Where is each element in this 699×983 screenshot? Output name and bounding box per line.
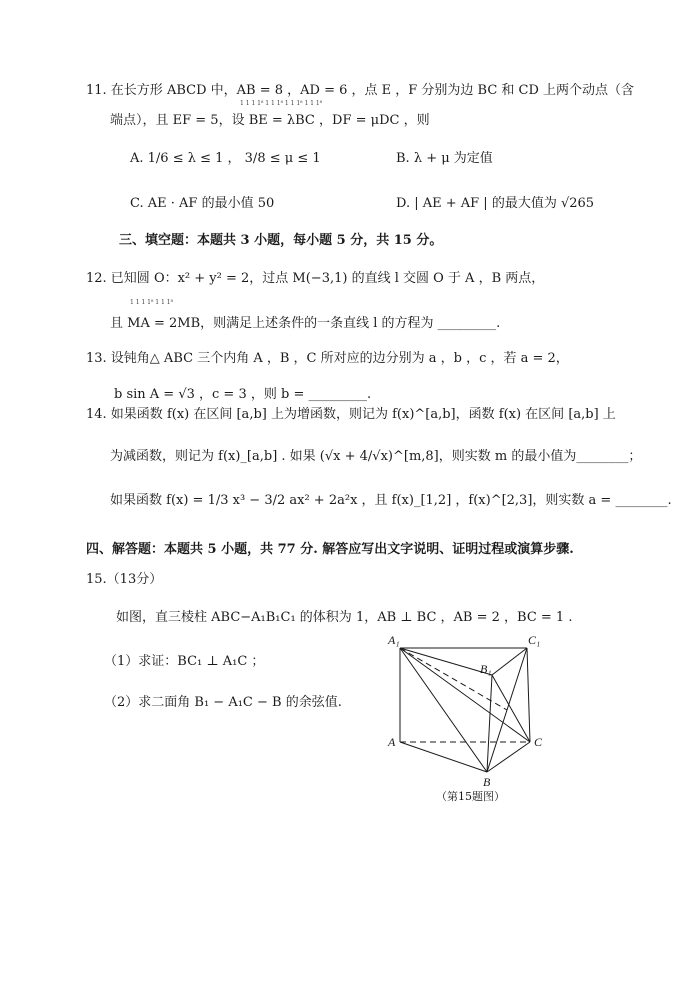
- label-a: A: [388, 735, 396, 749]
- q11-option-c: C. AE · AF 的最小值 50: [130, 196, 275, 211]
- label-c1: C₁: [528, 633, 541, 647]
- q15-header: 15.（13分）: [86, 572, 163, 587]
- diag-b1-c: [492, 675, 530, 742]
- prism-figure: [372, 630, 557, 810]
- q13-line1: 13. 设钝角△ ABC 三个内角 A ，B ，C 所对应的边分别为 a ，b ，c ，若 a = 2，: [86, 351, 569, 366]
- q15-part2: （2）求二面角 B₁ − A₁C − B 的余弦值.: [104, 695, 342, 710]
- ocr-artifact-q11: 1 1 1 1⁸ 1 1 1⁸ 1 1 1⁸ 1 1 1⁸: [240, 100, 323, 107]
- q11-line1: 11. 在长方形 ABCD 中，AB = 8 ，AD = 6 ，点 E ，F 分别为边 BC 和 CD 上两个动点（含: [86, 83, 635, 98]
- section-3-heading: 三、填空题：本题共 3 小题，每小题 5 分，共 15 分。: [119, 233, 443, 248]
- edge-a-b: [400, 742, 487, 772]
- q12-line2: 且 MA = 2MB，则满足上述条件的一条直线 l 的方程为 _________.: [110, 316, 501, 331]
- q11-line2: 端点），且 EF = 5，设 BE = λBC ，DF = μDC ，则: [110, 113, 430, 128]
- label-b: B: [483, 775, 491, 789]
- edge-b1-c1: [492, 648, 527, 675]
- label-c: C: [534, 735, 543, 749]
- q15-intro: 如图，直三棱柱 ABC−A₁B₁C₁ 的体积为 1，AB ⊥ BC ，AB = 2 ，BC = 1 .: [116, 610, 573, 625]
- q15-part1: （1）求证：BC₁ ⊥ A₁C ；: [104, 654, 265, 669]
- edge-c1-c: [527, 648, 530, 742]
- label-a1: A₁: [388, 633, 400, 647]
- edge-a1-b1: [400, 648, 492, 675]
- edge-b-c: [487, 742, 530, 772]
- figure-caption: （第15题图）: [436, 790, 505, 803]
- diag-a1-c: [400, 648, 530, 742]
- hidden-diag: [400, 648, 507, 710]
- q12-line1: 12. 已知圆 O：x² + y² = 2，过点 M(−3,1) 的直线 l 交圆 O 于 A ，B 两点，: [86, 271, 545, 286]
- q14-line2: 为减函数，则记为 f(x)_[a,b] . 如果 (√x + 4/√x)^[m,8]，则实数 m 的最小值为________；: [110, 449, 642, 464]
- q14-line1: 14. 如果函数 f(x) 在区间 [a,b] 上为增函数，则记为 f(x)^[a,b]，函数 f(x) 在区间 [a,b] 上: [86, 407, 616, 422]
- q11-option-b: B. λ + μ 为定值: [396, 151, 493, 166]
- section-4-heading: 四、解答题：本题共 5 小题，共 77 分. 解答应写出文字说明、证明过程或演算步骤.: [86, 542, 574, 557]
- label-b1: B₁: [480, 662, 492, 676]
- diag-a1-b: [400, 648, 487, 772]
- q14-line3: 如果函数 f(x) = 1/3 x³ − 3/2 ax² + 2a²x ，且 f(x)_[1,2] ，f(x)^[2,3]，则实数 a = ________.: [110, 493, 672, 508]
- q11-option-d: D. | AE + AF | 的最大值为 √265: [396, 196, 595, 211]
- ocr-artifact-q12: 1 1 1 1⁸ 1 1 1⁸: [130, 299, 173, 306]
- q11-option-a: A. 1/6 ≤ λ ≤ 1 ， 3/8 ≤ μ ≤ 1: [130, 151, 321, 166]
- q13-line2: b sin A = √3 ，c = 3 ，则 b = _________.: [114, 387, 372, 402]
